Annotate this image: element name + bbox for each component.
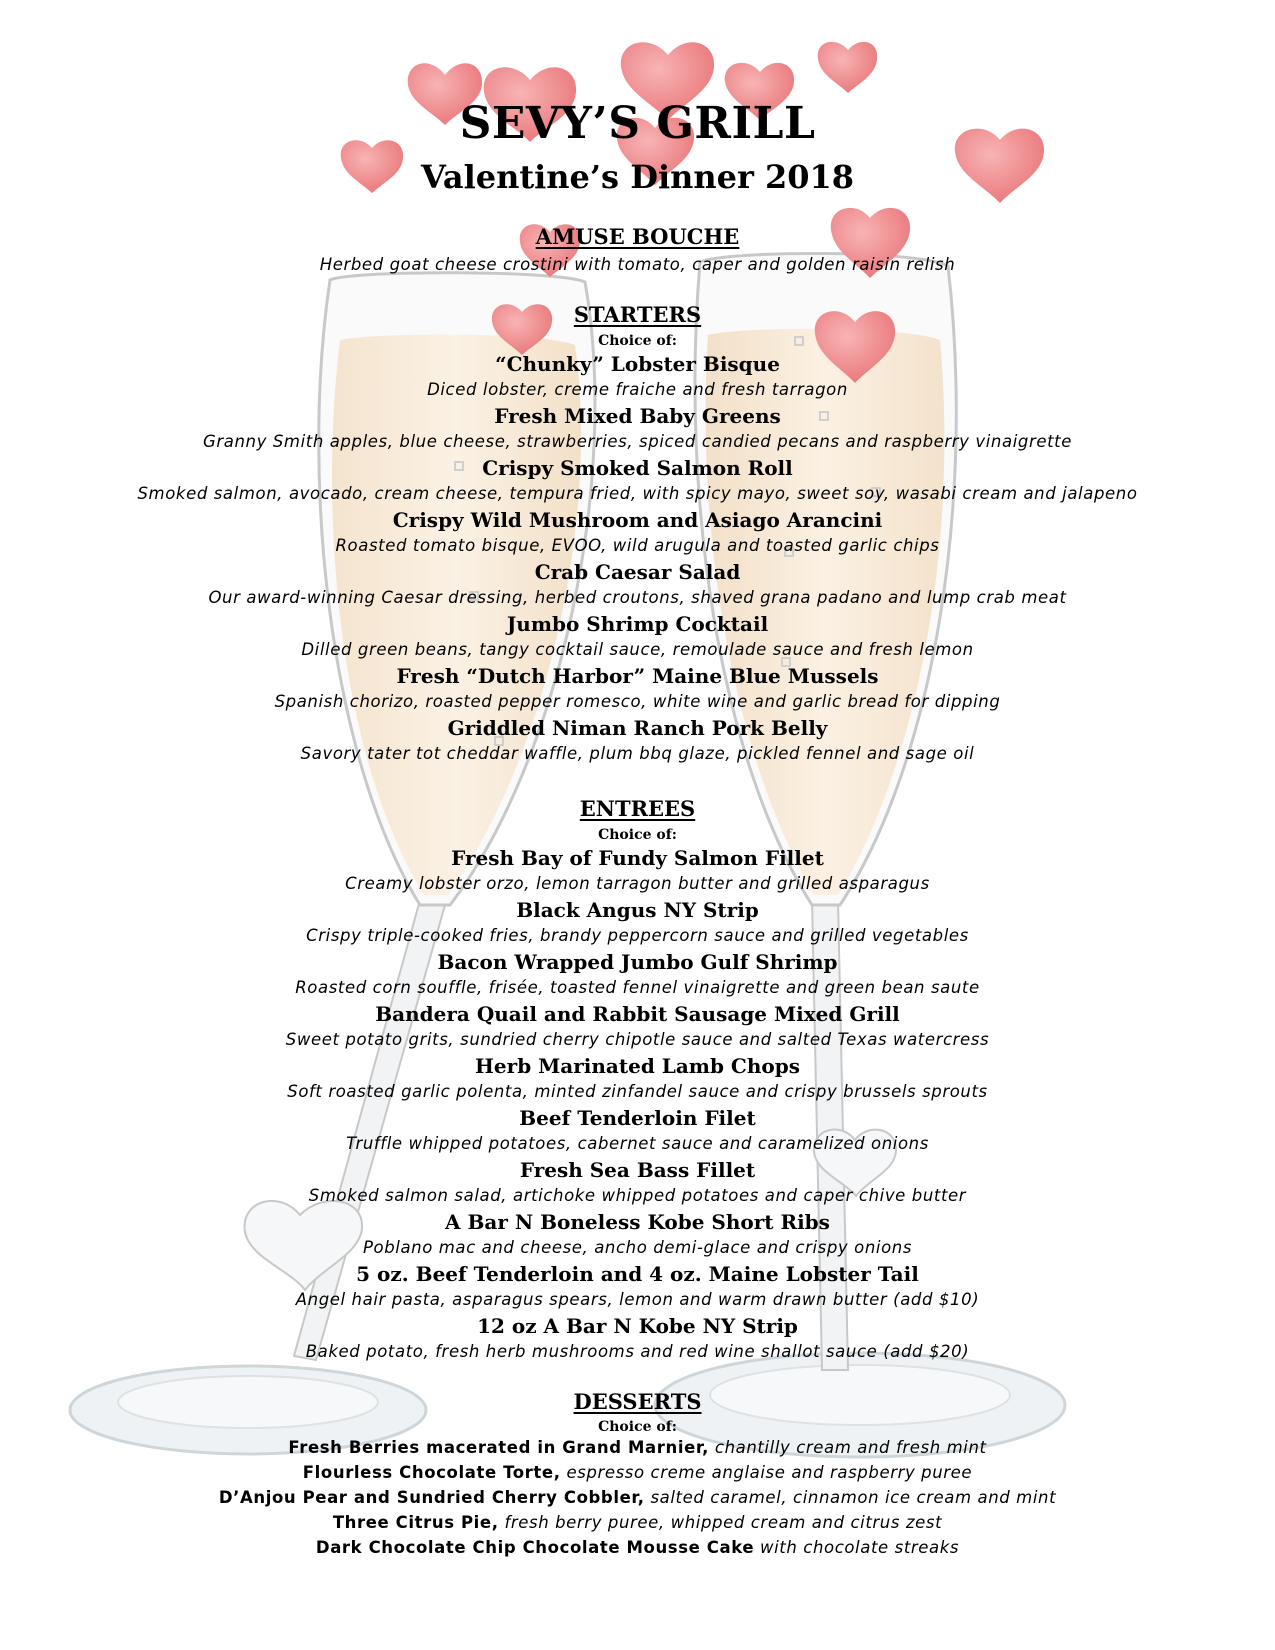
event-title: Valentine’s Dinner 2018 bbox=[420, 158, 855, 196]
dessert-description: with chocolate streaks bbox=[760, 1538, 960, 1557]
dessert-item bbox=[0, 1437, 1275, 1459]
entree-description: Angel hair pasta, asparagus spears, lemon and warm drawn butter (add $10) bbox=[295, 1290, 980, 1309]
entree-name: 5 oz. Beef Tenderloin and 4 oz. Maine Lobster Tail bbox=[356, 1262, 919, 1286]
entree-name: 12 oz A Bar N Kobe NY Strip bbox=[477, 1314, 798, 1338]
entree-description: Sweet potato grits, sundried cherry chipotle sauce and salted Texas watercress bbox=[285, 1030, 990, 1049]
dessert-description: chantilly cream and fresh mint bbox=[714, 1438, 987, 1457]
dessert-description: fresh berry puree, whipped cream and citrus zest bbox=[504, 1513, 943, 1532]
restaurant-name: SEVY’S GRILL bbox=[459, 98, 816, 149]
starter-name: Fresh Mixed Baby Greens bbox=[494, 404, 781, 428]
amuse-bouche-heading: AMUSE BOUCHE bbox=[535, 224, 740, 249]
entree-description: Soft roasted garlic polenta, minted zinfandel sauce and crispy brussels sprouts bbox=[287, 1082, 988, 1101]
entree-description: Smoked salmon salad, artichoke whipped potatoes and caper chive butter bbox=[308, 1186, 967, 1205]
starter-description: Smoked salmon, avocado, cream cheese, tempura fried, with spicy mayo, sweet soy, wasabi cream and jalapeno bbox=[137, 484, 1138, 503]
starters-heading: STARTERS bbox=[573, 302, 702, 327]
dessert-item bbox=[0, 1462, 1275, 1484]
entree-description: Roasted corn souffle, frisée, toasted fennel vinaigrette and green bean saute bbox=[295, 978, 980, 997]
entree-name: Herb Marinated Lamb Chops bbox=[475, 1054, 800, 1078]
starter-name: Jumbo Shrimp Cocktail bbox=[506, 612, 769, 636]
entree-name: A Bar N Boneless Kobe Short Ribs bbox=[445, 1210, 830, 1234]
entree-description: Poblano mac and cheese, ancho demi-glace and crispy onions bbox=[362, 1238, 913, 1257]
starter-description: Spanish chorizo, roasted pepper romesco, white wine and garlic bread for dipping bbox=[274, 692, 1001, 711]
starter-name: Crispy Smoked Salmon Roll bbox=[482, 456, 793, 480]
dessert-item bbox=[0, 1487, 1275, 1509]
entree-name: Fresh Bay of Fundy Salmon Fillet bbox=[451, 846, 824, 870]
starter-description: Roasted tomato bisque, EVOO, wild arugula and toasted garlic chips bbox=[335, 536, 940, 555]
entrees-choice-label: Choice of: bbox=[598, 827, 677, 843]
entree-name: Black Angus NY Strip bbox=[516, 898, 759, 922]
entree-description: Baked potato, fresh herb mushrooms and red wine shallot sauce (add $20) bbox=[305, 1342, 970, 1361]
entree-name: Fresh Sea Bass Fillet bbox=[519, 1158, 756, 1182]
dessert-item bbox=[0, 1512, 1275, 1534]
starter-description: Our award-winning Caesar dressing, herbed croutons, shaved grana padano and lump crab meat bbox=[208, 588, 1067, 607]
dessert-name: Fresh Berries macerated in Grand Marnier, bbox=[288, 1438, 710, 1457]
starter-name: “Chunky” Lobster Bisque bbox=[495, 352, 780, 376]
starter-description: Dilled green beans, tangy cocktail sauce, remoulade sauce and fresh lemon bbox=[301, 640, 974, 659]
dessert-description: salted caramel, cinnamon ice cream and mint bbox=[650, 1488, 1057, 1507]
entree-name: Bacon Wrapped Jumbo Gulf Shrimp bbox=[437, 950, 838, 974]
starters-choice-label: Choice of: bbox=[598, 333, 677, 349]
desserts-choice-label: Choice of: bbox=[598, 1419, 677, 1435]
starter-name: Fresh “Dutch Harbor” Maine Blue Mussels bbox=[396, 664, 879, 688]
dessert-name: Three Citrus Pie, bbox=[332, 1513, 499, 1532]
entree-name: Beef Tenderloin Filet bbox=[519, 1106, 756, 1130]
dessert-description: espresso creme anglaise and raspberry puree bbox=[566, 1463, 973, 1482]
dessert-name: Dark Chocolate Chip Chocolate Mousse Cake bbox=[315, 1538, 755, 1557]
starter-description: Savory tater tot cheddar waffle, plum bbq glaze, pickled fennel and sage oil bbox=[300, 744, 975, 763]
entree-name: Bandera Quail and Rabbit Sausage Mixed Grill bbox=[375, 1002, 900, 1026]
starter-name: Crispy Wild Mushroom and Asiago Arancini bbox=[392, 508, 883, 532]
entree-description: Truffle whipped potatoes, cabernet sauce and caramelized onions bbox=[346, 1134, 929, 1153]
starter-description: Diced lobster, creme fraiche and fresh tarragon bbox=[427, 380, 848, 399]
desserts-heading: DESSERTS bbox=[573, 1389, 702, 1414]
entree-description: Creamy lobster orzo, lemon tarragon butter and grilled asparagus bbox=[345, 874, 930, 893]
starter-name: Crab Caesar Salad bbox=[534, 560, 741, 584]
starter-name: Griddled Niman Ranch Pork Belly bbox=[447, 716, 828, 740]
dessert-name: D’Anjou Pear and Sundried Cherry Cobbler, bbox=[218, 1488, 645, 1507]
heart-icon bbox=[818, 42, 877, 93]
dessert-item bbox=[0, 1537, 1275, 1559]
starter-description: Granny Smith apples, blue cheese, strawberries, spiced candied pecans and raspberry vinaigrette bbox=[203, 432, 1072, 451]
dessert-name: Flourless Chocolate Torte, bbox=[302, 1463, 561, 1482]
entrees-heading: ENTREES bbox=[579, 796, 696, 821]
amuse-bouche-description: Herbed goat cheese crostini with tomato, caper and golden raisin relish bbox=[319, 255, 956, 274]
entree-description: Crispy triple-cooked fries, brandy peppercorn sauce and grilled vegetables bbox=[306, 926, 969, 945]
